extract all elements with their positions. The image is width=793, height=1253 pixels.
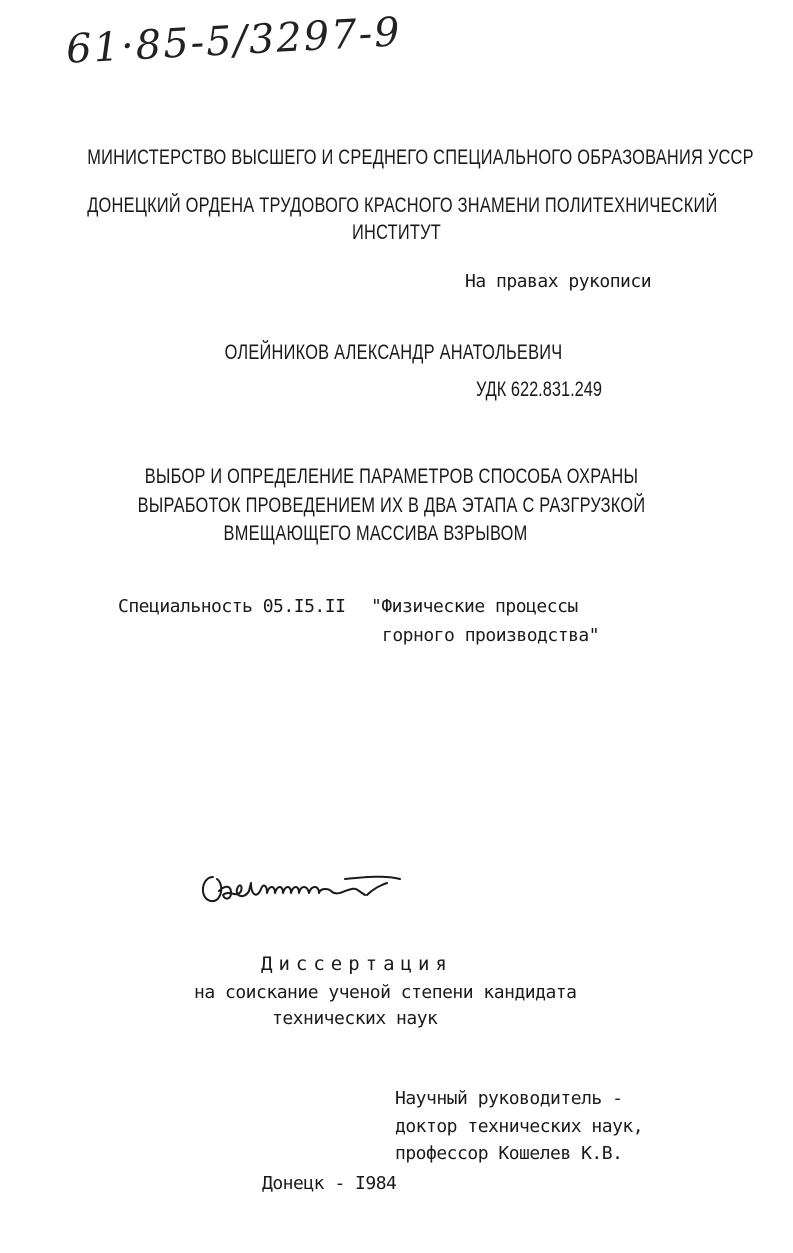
- title-line1: ВЫБОР И ОПРЕДЕЛЕНИЕ ПАРАМЕТРОВ СПОСОБА ОХРАНЫ: [144, 465, 639, 488]
- archive-number-handwritten: 61·85-5/3297-9: [65, 9, 403, 73]
- title-line2: ВЫРАБОТОК ПРОВЕДЕНИЕМ ИХ В ДВА ЭТАПА С РАЗГРУЗКОЙ: [137, 494, 646, 517]
- supervisor-line2: доктор технических наук,: [395, 1116, 644, 1137]
- dissertation-line2: технических наук: [272, 1008, 438, 1029]
- specialty-label: Специальность 05.I5.II: [118, 596, 346, 617]
- supervisor-line1: Научный руководитель -: [395, 1088, 623, 1109]
- manuscript-note: На правах рукописи: [465, 271, 652, 292]
- specialty-name-line2: горного производства": [382, 625, 600, 646]
- author-signature: [195, 855, 410, 915]
- author-name: ОЛЕЙНИКОВ АЛЕКСАНДР АНАТОЛЬЕВИЧ: [224, 341, 563, 364]
- dissertation-line1: на соискание ученой степени кандидата: [194, 982, 577, 1003]
- dissertation-heading: Диссертация: [261, 953, 453, 975]
- city-year: Донецк - I984: [262, 1173, 397, 1194]
- institute-heading-line2: ИНСТИТУТ: [352, 221, 441, 244]
- institute-heading-line1: ДОНЕЦКИЙ ОРДЕНА ТРУДОВОГО КРАСНОГО ЗНАМЕНИ ПОЛИТЕХНИЧЕСКИЙ: [87, 194, 718, 217]
- ministry-heading: МИНИСТЕРСТВО ВЫСШЕГО И СРЕДНЕГО СПЕЦИАЛЬНОГО ОБРАЗОВАНИЯ УССР: [87, 146, 754, 169]
- specialty-name-line1: "Физические процессы: [371, 596, 578, 617]
- title-line3: ВМЕЩАЮЩЕГО МАССИВА ВЗРЫВОМ: [223, 522, 528, 545]
- supervisor-line3: профессор Кошелев К.В.: [395, 1143, 623, 1164]
- udk-code: УДК 622.831.249: [476, 378, 602, 401]
